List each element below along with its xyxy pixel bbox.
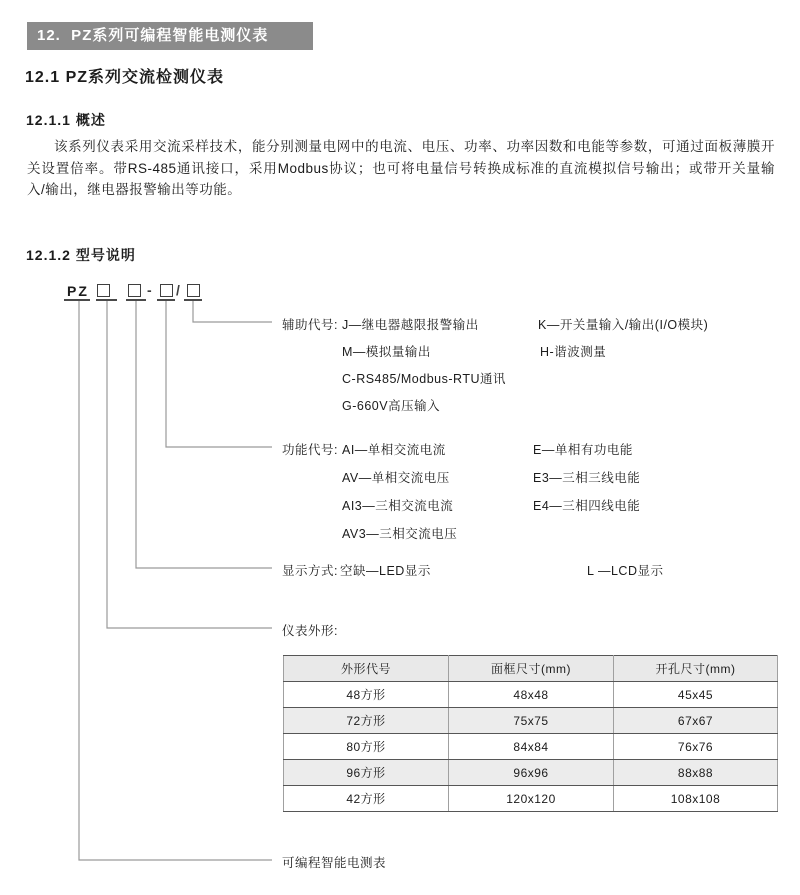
table-row bbox=[284, 708, 778, 734]
underline-prefix bbox=[64, 299, 90, 301]
cell-frame: 75x75 bbox=[449, 708, 614, 734]
cell-frame: 96x96 bbox=[449, 760, 614, 786]
meter-shape-label: 仪表外形: bbox=[282, 624, 338, 638]
aux-item-c: C-RS485/Modbus-RTU通讯 bbox=[342, 372, 506, 386]
cell-shape: 72方形 bbox=[284, 708, 449, 734]
func-item-e4: E4—三相四线电能 bbox=[533, 499, 641, 513]
model-box-4 bbox=[187, 284, 200, 297]
section-title: 12.1 PZ系列交流检测仪表 bbox=[25, 69, 225, 86]
underline-box-1 bbox=[96, 299, 117, 301]
cell-frame: 48x48 bbox=[449, 682, 614, 708]
aux-item-m: M—模拟量输出 bbox=[342, 345, 431, 359]
func-code-label: 功能代号: bbox=[282, 443, 342, 457]
overview-paragraph: 该系列仪表采用交流采样技术，能分别测量电网中的电流、电压、功率、功率因数和电能等参数，可通过面板薄膜开关设置倍率。带RS-485通讯接口，采用Modbus协议；也可将电量信号转换成标准的直流模拟信号输出；或带开关量输入/输出，继电器报警输出等功能。 bbox=[27, 139, 775, 197]
model-box-2 bbox=[128, 284, 141, 297]
model-dash: - bbox=[147, 282, 152, 298]
base-meaning-label: 可编程智能电测表 bbox=[282, 856, 387, 870]
cell-shape: 42方形 bbox=[284, 786, 449, 812]
model-number-heading: 12.1.2 型号说明 bbox=[26, 247, 136, 263]
display-item-lcd: L —LCD显示 bbox=[587, 564, 664, 578]
func-item-ai: AI—单相交流电流 bbox=[342, 443, 446, 457]
underline-box-2 bbox=[126, 299, 146, 301]
cell-cutout: 45x45 bbox=[614, 682, 778, 708]
header-shape-code: 外形代号 bbox=[284, 656, 449, 682]
func-item-av: AV—单相交流电压 bbox=[342, 471, 450, 485]
shape-dimensions-table bbox=[283, 655, 778, 812]
table-row bbox=[284, 786, 778, 812]
func-item-e: E—单相有功电能 bbox=[533, 443, 633, 457]
cell-cutout: 76x76 bbox=[614, 734, 778, 760]
header-cutout-size: 开孔尺寸(mm) bbox=[614, 656, 778, 682]
func-item-av3: AV3—三相交流电压 bbox=[342, 527, 458, 541]
cell-frame: 120x120 bbox=[449, 786, 614, 812]
model-prefix: PZ bbox=[67, 283, 89, 299]
cell-frame: 84x84 bbox=[449, 734, 614, 760]
aux-item-k: K—开关量输入/输出(I/O模块) bbox=[538, 318, 709, 332]
table-row bbox=[284, 682, 778, 708]
model-slash: / bbox=[176, 282, 180, 298]
aux-item-j: J—继电器越限报警输出 bbox=[342, 318, 479, 332]
table-row bbox=[284, 734, 778, 760]
cell-shape: 80方形 bbox=[284, 734, 449, 760]
aux-item-g: G-660V高压输入 bbox=[342, 399, 441, 413]
func-item-e3: E3—三相三线电能 bbox=[533, 471, 641, 485]
display-item-led: 空缺—LED显示 bbox=[340, 564, 431, 578]
model-box-1 bbox=[97, 284, 110, 297]
cell-cutout: 67x67 bbox=[614, 708, 778, 734]
overview-heading: 12.1.1 概述 bbox=[26, 112, 106, 128]
cell-shape: 48方形 bbox=[284, 682, 449, 708]
chapter-header: 12. PZ系列可编程智能电测仪表 bbox=[27, 22, 313, 50]
cell-shape: 96方形 bbox=[284, 760, 449, 786]
cell-cutout: 88x88 bbox=[614, 760, 778, 786]
display-mode-label: 显示方式: bbox=[282, 564, 342, 578]
underline-box-4 bbox=[184, 299, 202, 301]
header-frame-size: 面框尺寸(mm) bbox=[449, 656, 614, 682]
func-item-ai3: AI3—三相交流电流 bbox=[342, 499, 454, 513]
cell-cutout: 108x108 bbox=[614, 786, 778, 812]
model-box-3 bbox=[160, 284, 173, 297]
aux-item-h: H-谐波测量 bbox=[540, 345, 607, 359]
aux-code-label: 辅助代号: bbox=[282, 318, 342, 332]
underline-box-3 bbox=[157, 299, 175, 301]
table-row bbox=[284, 760, 778, 786]
table-header-row bbox=[284, 656, 778, 682]
